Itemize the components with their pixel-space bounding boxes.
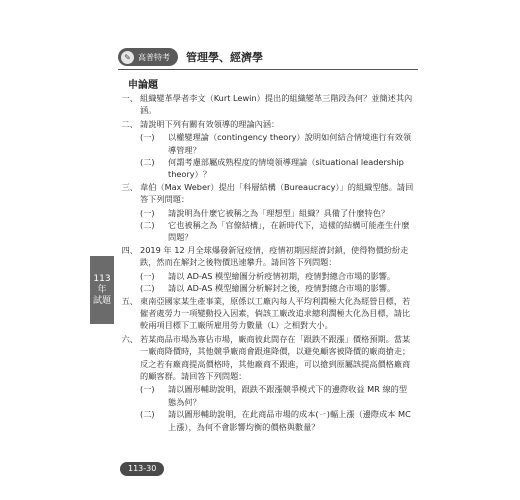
sub-question <box>140 156 414 181</box>
question-text: 2019 年 12 月全球爆發新冠疫情，疫情初期因經濟封鎖，使得物價紛紛走跌，然而在解封之後物價迅速攀升。請回答下列問題： <box>140 244 409 268</box>
sub-question <box>140 131 414 156</box>
sub-question <box>140 383 414 408</box>
side-tab-year: 113 <box>93 273 111 284</box>
sub-question-number: (一) <box>140 207 155 218</box>
page-number: 113-30 <box>120 462 164 476</box>
question-list <box>118 92 414 433</box>
subject-title: 管理學、經濟學 <box>186 51 263 64</box>
sub-question-text: 請以圖形輔助說明，跟跌不跟漲競爭模式下的邊際收益 MR 線的型態為何？ <box>168 384 408 407</box>
category-badge <box>118 48 178 66</box>
question-number: 二、 <box>121 118 138 129</box>
question-number: 五、 <box>121 295 138 306</box>
question-number: 六、 <box>121 333 138 344</box>
sub-question-text: 請以 AD-AS 模型繪圖分析解封之後，疫情對總合市場的影響。 <box>168 283 396 294</box>
question-item <box>118 244 414 269</box>
sub-question-text: 請說明為什麼它被稱之為「理想型」組織？具備了什麼特色？ <box>168 207 390 218</box>
page-header <box>118 46 263 68</box>
question-number: 四、 <box>121 244 138 255</box>
sub-question <box>140 270 414 282</box>
side-tab-label: 試題 <box>92 295 111 306</box>
book-icon: ✎ <box>121 51 134 64</box>
sub-question-number: (一) <box>140 384 155 395</box>
sub-question <box>140 207 414 219</box>
question-item <box>118 118 414 130</box>
question-item <box>118 92 414 117</box>
sub-question-text: 請以圖形輔助說明，在此商品市場的成本(ㄧ)輻上漲（邊際成本 MC 上漲），為何不會影響均衡的價格與數量？ <box>168 409 411 432</box>
sub-question-number: (一) <box>140 132 155 143</box>
question-item <box>118 333 414 383</box>
sub-question <box>140 219 414 244</box>
sub-question <box>140 408 414 433</box>
sub-question-number: (一) <box>140 270 155 281</box>
question-text: 若某商品市場為寡佔市場，廠商彼此間存在「跟跌不跟漲」價格預期。當某一廠商降價時，其他競爭廠商會跟進降價，以避免顧客被降價的廠商搶走；反之若有廠商提高價格時，其他廠商不跟進，可以搶到原屬該提高價格廠商的顧客群。請回答下列問題： <box>140 333 411 381</box>
side-tab-year-suffix: 年 <box>97 284 107 295</box>
sub-question-number: (二) <box>140 409 155 420</box>
category-badge-label: 高普特考 <box>138 52 170 62</box>
question-item <box>118 181 414 206</box>
sub-question-text: 請以 AD-AS 模型繪圖分析疫情初期，疫情對總合市場的影響。 <box>168 270 396 281</box>
question-number: 三、 <box>121 181 138 192</box>
header-divider <box>118 69 418 70</box>
section-title: 申論題 <box>128 80 158 91</box>
year-side-tab <box>90 256 114 324</box>
sub-question-text: 以權變理論（contingency theory）說明如何結合情境進行有效領導管理？ <box>168 132 412 155</box>
sub-question <box>140 282 414 294</box>
sub-question-text: 何謂考慮部屬成熟程度的情境領導理論（situational leadership theory）？ <box>168 157 404 180</box>
sub-question-number: (二) <box>140 157 155 168</box>
question-text: 組織變革學者李文（Kurt Lewin）提出的組織變革三階段為何？並簡述其內涵。 <box>140 93 413 116</box>
question-text: 東南亞國家某生產事業，原係以工廠內每人平均利潤極大化為經營目標，若僱者處勞力一項變動投入因素，倘該工廠改追求總利潤極大化為目標，請比較兩項目標下工廠所雇用勞力數量（L）之相對大小。 <box>140 295 411 331</box>
question-text: 韋伯（Max Weber）提出「科層結構（Bureaucracy）」的組織型態。請回答下列問題： <box>140 181 414 205</box>
question-item <box>118 295 414 332</box>
sub-question-number: (二) <box>140 220 155 231</box>
question-text: 請說明下列有關有效領導的理論內涵： <box>140 118 280 129</box>
sub-question-text: 它也被稱之為「官僚結構」，在新時代下，這樣的結構可能產生什麼問題？ <box>168 220 410 243</box>
question-number: 一、 <box>121 93 138 103</box>
sub-question-number: (二) <box>140 283 155 294</box>
